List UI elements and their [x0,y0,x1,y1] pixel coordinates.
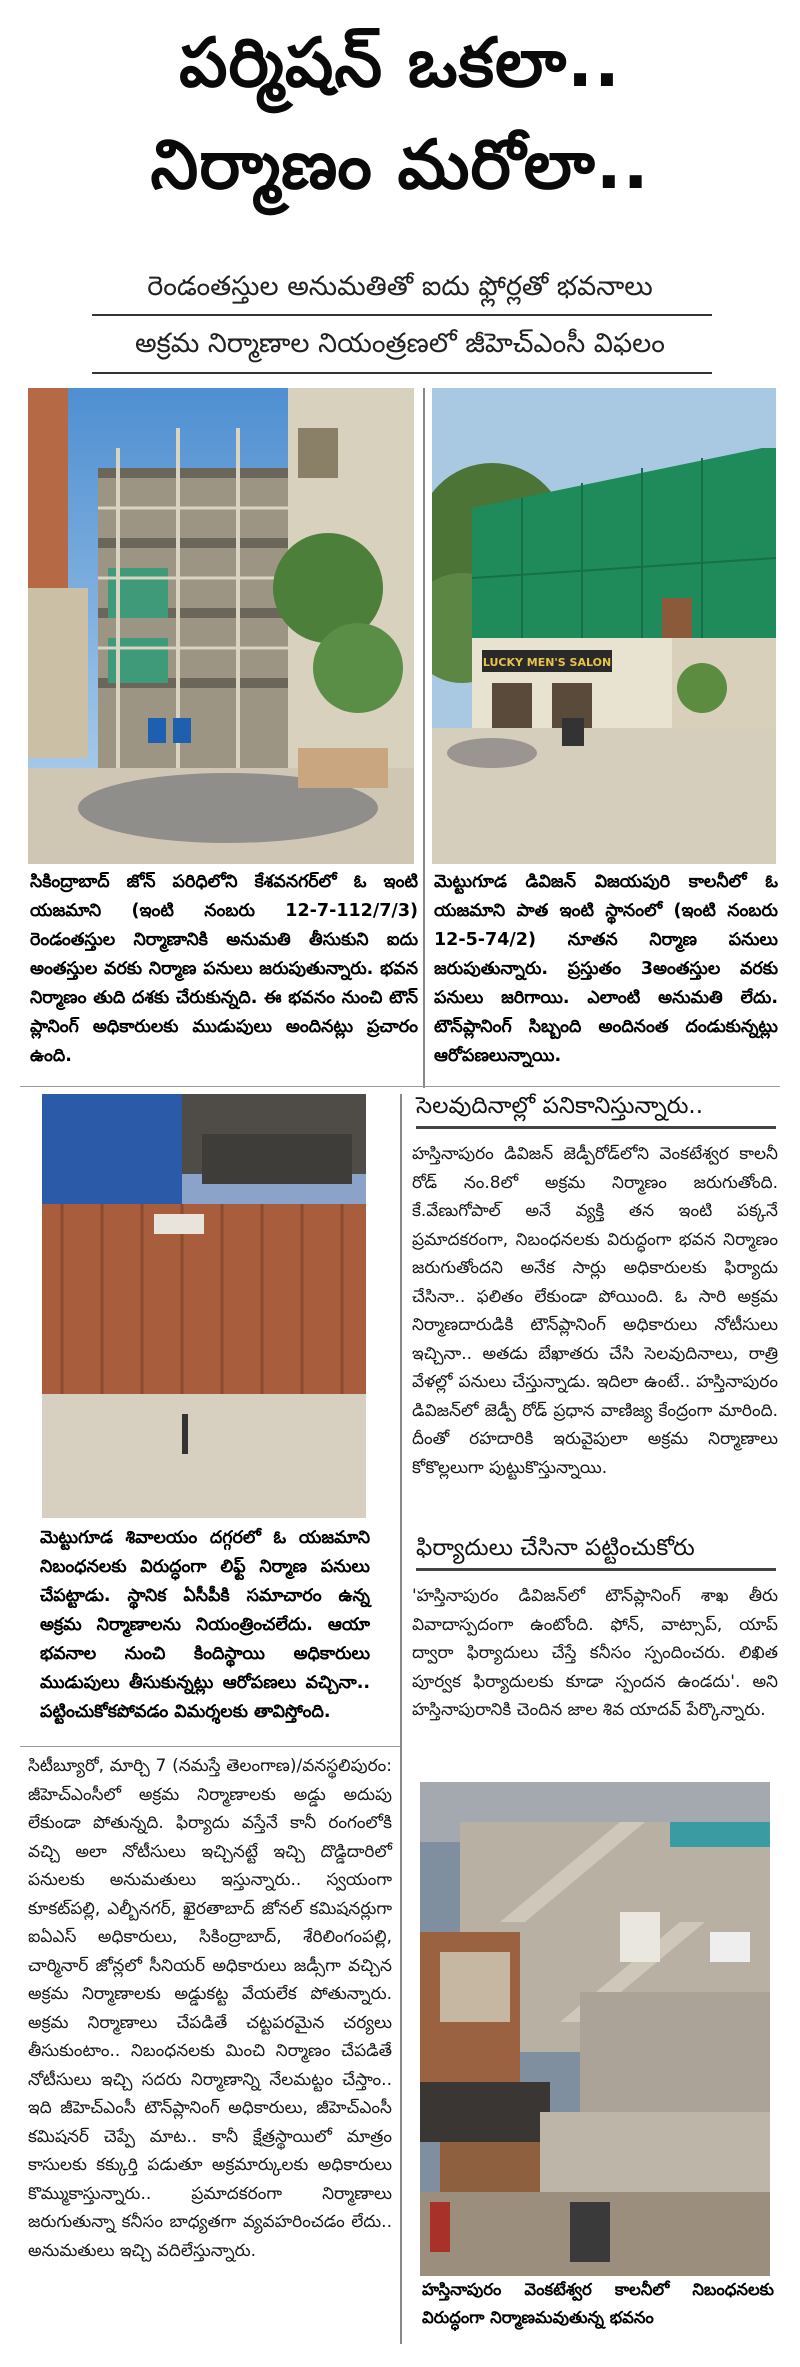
photo-hastinapuram-building [420,1782,770,2276]
main-article-text: జీహెచ్ఎంసీలో అక్రమ నిర్మాణాలకు అడ్డు అదుపు లేకుండా పోతున్నది. ఫిర్యాదు వస్తేనే కానీ రంగంలోకి వచ్చి అలా నోటీసులు ఇచ్చినట్టే ఇచ్చి దొడ్డిదారిలో పనులకు అనుమతులు ఇస్తున్నారు.. స్వయంగా కూకట్‌పల్లి, ఎల్బీనగర్, ఖైరతాబాద్ జోనల్ కమిషనర్లుగా ఐఏఎస్ అధికారులు, సికింద్రాబాద్, శేరిలింగంపల్లి, చార్మినార్ జోన్లలో సీనియర్ అధికారులు జడ్సీగా వచ్చిన అక్రమ నిర్మాణాలకు అడ్డుకట్ట వేయలేక పోతున్నారు. అక్రమ నిర్మాణాలు చేపడితే చట్టపరమైన చర్యలు తీసుకుంటాం.. నిబంధనలకు మించి నిర్మాణం చేపడితే నోటీసులు ఇచ్చి సదరు నిర్మాణాన్ని నేలమట్టం చేస్తాం.. ఇది జీహెచ్ఎంసీ టౌన్‌ప్లానింగ్ అధికారులు, జీహెచ్ఎంసీ కమిషనర్ చెప్పే మాట.. కానీ క్షేత్రస్థాయిలో మాత్రం కాసులకు కక్కుర్తి పడుతూ అక్రమార్కులకు అధికారులు కొమ్ముకాస్తున్నారు.. ప్రమాదకరంగా నిర్మాణాలు జరుగుతున్నా కనీసం బాధ్యతగా వ్యవహరించడం లేదు.. అనుమతులు ఇచ్చి వదిలేస్తున్నారు. [28,1784,392,2261]
column-divider [423,388,425,1088]
section-body-complaints: 'హస్తినాపురం డివిజన్‌లో టౌన్‌ప్లానింగ్ శాఖ తీరు వివాదాస్పదంగా ఉంటోంది. ఫోన్, వాట్సాప్, యాప్ ద్వారా ఫిర్యాదులు చేస్తే కనీసం స్పందించరు. లిఖిత పూర్వక ఫిర్యాదులకు కూడా స్పందన ఉండదు'. అని హస్తినాపురానికి చెందిన జాల శివ యాదవ్ పేర్కొన్నారు. [412,1586,778,1720]
section-heading-complaints: ఫిర్యాదులు చేసినా పట్టించుకోరు [416,1532,776,1571]
section-divider [20,1086,780,1087]
subheading-1: రెండంతస్తుల అనుమతితో ఐదు ఫ్లోర్లతో భవనాలు [147,271,653,302]
subheading-divider [92,314,712,316]
subheading-divider [92,372,712,374]
subheading-2: అక్రమ నిర్మాణాల నియంత్రణలో జీహెచ్ఎంసీ విఫలం [135,328,665,359]
photo-vijayapuri-building [432,388,776,864]
photo-caption-hastinapuram: హస్తినాపురం వెంకటేశ్వర కాలనీలో నిబంధనలకు విరుద్ధంగా నిర్మాణమవుతున్న భవనం [422,2280,774,2327]
column-divider [400,1094,402,2344]
main-article-body [28,1752,392,2352]
dateline-date: మార్చి 7 [109,1756,167,1776]
section-heading-holidays: సెలవుదినాల్లో పనికానిస్తున్నారు.. [416,1090,776,1129]
dateline-rest: (నమస్తే తెలంగాణ)/వనస్థలిపురం: [172,1756,393,1776]
headline-line-2: నిర్మాణం మరోలా.. [150,126,650,205]
salon-sign-text: LUCKY MEN'S SALON [482,656,612,669]
section-divider [20,1746,400,1747]
headline-line-1: పర్మిషన్ ఒకలా.. [179,24,621,103]
photo-caption-vijayapuri: మెట్టుగూడ డివిజన్ విజయపురి కాలనీలో ఓ యజమాని పాత ఇంటి స్థానంలో (ఇంటి నంబరు 12-5-74/2) నూతన నిర్మాణ పనులు జరుపుతున్నారు. ప్రస్తుతం 3అంతస్తుల వరకు పనులు జరిగాయి. ఎలాంటి అనుమతి లేదు. టౌన్‌ప్లానింగ్ సిబ్బంది అందినంత దండుకున్నట్లు ఆరోపణలున్నాయి. [434,872,778,1066]
photo-keshavnagar-building [28,388,414,864]
photo-caption-lift: మెట్టుగూడ శివాలయం దగ్గరలో ఓ యజమాని నిబంధనలకు విరుద్ధంగా లిఫ్ట్ నిర్మాణ పనులు చేపట్టాడు. స్థానిక ఏసీపీకి సమాచారం ఉన్న అక్రమ నిర్మాణాలను నియంత్రించలేదు. ఆయా భవనాల నుంచి కిందిస్థాయి అధికారులు ముడుపులు తీసుకున్నట్లు ఆరోపణలు వచ్చినా.. పట్టించుకోకపోవడం విమర్శలకు తావిస్తోంది. [40,1528,370,1722]
section-body-holidays: హస్తినాపురం డివిజన్ జెడ్పీరోడ్‌లోని వెంకటేశ్వర కాలనీ రోడ్ నం.8లో అక్రమ నిర్మాణం జరుగుతోంది. కే.వేణుగోపాల్ అనే వ్యక్తి తన ఇంటి పక్కనే ప్రమాదకరంగా, నిబంధనలకు విరుద్ధంగా భవన నిర్మాణం జరుగుతోందని అనేక సార్లు అధికారులకు ఫిర్యాదు చేసినా.. ఫలితం లేకుండా పోయింది. ఓ సారి అక్రమ నిర్మాణదారుడికి టౌన్‌ప్లానింగ్ అధికారులు నోటీసులు ఇచ్చినా.. అతడు బేఖాతరు చేసి సెలవుదినాలు, రాత్రి వేళల్లో పనులు చేస్తున్నాడు. ఇదిలా ఉంటే.. హస్తినాపురం డివిజన్‌లో జెడ్పీ రోడ్ ప్రధాన వాణిజ్య కేంద్రంగా మారింది. దీంతో రహదారికి ఇరువైపులా అక్రమ నిర్మాణాలు కోకొల్లలుగా పుట్టుకొస్తున్నాయి. [412,1144,778,1478]
photo-caption-keshavnagar: సికింద్రాబాద్ జోన్ పరిధిలోని కేశవనగర్‌లో ఓ ఇంటి యజమాని (ఇంటి నంబరు 12-7-112/7/3) రెండంతస్తుల నిర్మాణానికి అనుమతి తీసుకుని ఐదు అంతస్తుల వరకు నిర్మాణ పనులు జరుపుతున్నారు. భవన నిర్మాణం తుది దశకు చేరుకున్నది. ఈ భవనం నుంచి టౌన్ ప్లానింగ్ అధికారులకు ముడుపులు అందినట్లు ప్రచారం ఉంది. [30,872,418,1066]
photo-lift-construction [42,1094,366,1518]
dateline-city: సిటీబ్యూరో, [28,1756,105,1776]
